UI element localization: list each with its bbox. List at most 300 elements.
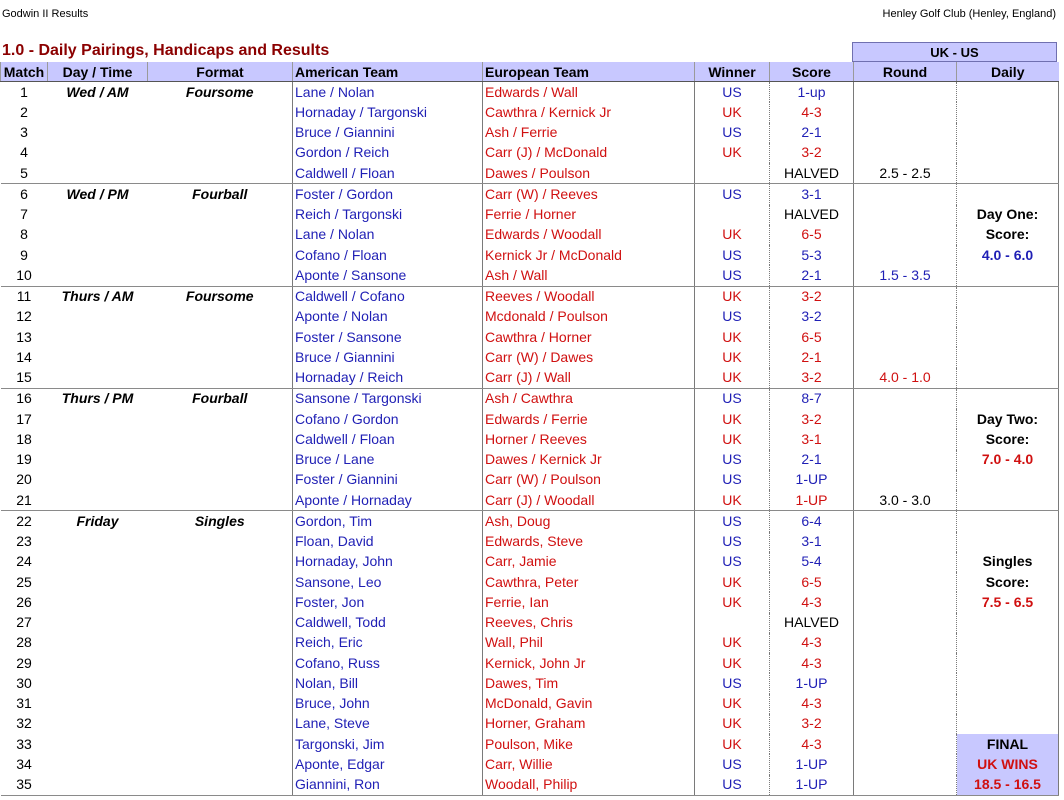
daily-score-cell [957, 102, 1059, 122]
day-cell: Friday [76, 512, 119, 529]
col-american: American Team [293, 62, 483, 82]
format-cell [148, 673, 293, 693]
round-score-cell [854, 592, 957, 612]
round-score-cell [854, 123, 957, 143]
day-cell [48, 450, 148, 470]
score-cell: 2-1 [770, 123, 854, 143]
american-team-cell: Nolan, Bill [293, 673, 483, 693]
day-cell [48, 163, 148, 184]
score-cell: 6-5 [770, 572, 854, 592]
day-cell [48, 327, 148, 347]
format-cell [148, 633, 293, 653]
day-cell [48, 694, 148, 714]
score-cell: 3-2 [770, 368, 854, 389]
winner-cell: US [695, 532, 770, 552]
match-cell: 30 [16, 674, 32, 691]
score-cell: 1-UP [770, 470, 854, 490]
round-score-cell: 4.0 - 1.0 [854, 368, 957, 389]
european-team-cell: Dawes / Poulson [483, 163, 695, 184]
daily-score-cell: 4.0 - 6.0 [957, 245, 1059, 265]
winner-cell: US [695, 265, 770, 286]
winner-cell [695, 613, 770, 633]
winner-cell: US [695, 511, 770, 532]
american-team-cell: Hornaday / Targonski [293, 102, 483, 122]
score-cell: 3-2 [770, 409, 854, 429]
european-team-cell: Carr (J) / McDonald [483, 143, 695, 163]
winner-cell: UK [695, 653, 770, 673]
american-team-cell: Bruce / Giannini [293, 347, 483, 367]
table-row [1, 163, 1059, 184]
daily-score-cell: Score: [957, 225, 1059, 245]
american-team-cell: Caldwell / Floan [293, 163, 483, 184]
score-cell: 1-up [770, 82, 854, 103]
match-cell: 26 [16, 593, 32, 610]
american-team-cell: Floan, David [293, 532, 483, 552]
day-cell [48, 143, 148, 163]
winner-cell: UK [695, 572, 770, 592]
table-row [1, 184, 1059, 205]
format-cell [148, 123, 293, 143]
round-score-cell [854, 388, 957, 409]
winner-cell: UK [695, 714, 770, 734]
winner-cell: US [695, 388, 770, 409]
round-score-cell [854, 613, 957, 633]
winner-cell: US [695, 307, 770, 327]
european-team-cell: Reeves, Chris [483, 613, 695, 633]
format-cell [148, 490, 293, 511]
daily-score-cell [957, 613, 1059, 633]
uk-us-header: UK - US [852, 42, 1057, 62]
score-cell: 1-UP [770, 673, 854, 693]
european-team-cell: Ash / Wall [483, 265, 695, 286]
match-cell: 5 [1, 163, 48, 184]
european-team-cell: Wall, Phil [483, 633, 695, 653]
daily-score-cell: Day Two: [957, 409, 1059, 429]
score-cell: 6-5 [770, 225, 854, 245]
day-cell [48, 734, 148, 754]
american-team-cell: Gordon, Tim [293, 511, 483, 532]
daily-score-cell: Score: [957, 572, 1059, 592]
round-score-cell [854, 184, 957, 205]
european-team-cell: Edwards / Ferrie [483, 409, 695, 429]
european-team-cell: Woodall, Philip [483, 775, 695, 796]
table-row [1, 123, 1059, 143]
match-cell: 11 [16, 288, 32, 305]
score-cell: 3-1 [770, 532, 854, 552]
round-score-cell [854, 754, 957, 774]
score-cell: 6-4 [770, 511, 854, 532]
format-cell [148, 653, 293, 673]
round-score-cell [854, 327, 957, 347]
table-row [1, 327, 1059, 347]
day-cell [48, 205, 148, 225]
american-team-cell: Foster / Sansone [293, 327, 483, 347]
format-cell [148, 327, 293, 347]
match-cell: 19 [16, 451, 32, 468]
european-team-cell: Ferrie / Horner [483, 205, 695, 225]
european-team-cell: Carr (W) / Reeves [483, 184, 695, 205]
european-team-cell: Edwards / Wall [483, 82, 695, 103]
format-cell [148, 470, 293, 490]
european-team-cell: Ash / Ferrie [483, 123, 695, 143]
match-cell: 16 [16, 390, 32, 407]
round-score-cell [854, 734, 957, 754]
day-cell: Thurs / PM [61, 390, 134, 407]
american-team-cell: Foster / Gordon [293, 184, 483, 205]
round-score-cell [854, 694, 957, 714]
day-cell [48, 409, 148, 429]
american-team-cell: Reich, Eric [293, 633, 483, 653]
winner-cell: UK [695, 286, 770, 307]
american-team-cell: Sansone / Targonski [293, 388, 483, 409]
winner-cell: US [695, 673, 770, 693]
day-cell [48, 775, 148, 796]
format-cell [148, 429, 293, 449]
winner-cell: US [695, 470, 770, 490]
daily-score-cell [957, 532, 1059, 552]
match-cell: 3 [20, 124, 28, 141]
day-cell [48, 673, 148, 693]
match-cell: 28 [16, 634, 32, 651]
round-score-cell [854, 511, 957, 532]
table-row [1, 714, 1059, 734]
table-row [1, 552, 1059, 572]
table-row [1, 82, 1059, 103]
round-score-cell: 3.0 - 3.0 [854, 490, 957, 511]
table-row [1, 775, 1059, 796]
winner-cell: UK [695, 429, 770, 449]
match-cell: 31 [16, 695, 32, 712]
col-match: Match [1, 62, 48, 82]
day-cell [48, 592, 148, 612]
day-cell [48, 572, 148, 592]
day-cell [48, 429, 148, 449]
american-team-cell: Gordon / Reich [293, 143, 483, 163]
american-team-cell: Lane / Nolan [293, 225, 483, 245]
day-cell [48, 633, 148, 653]
day-cell [48, 265, 148, 286]
american-team-cell: Hornaday, John [293, 552, 483, 572]
format-cell [148, 143, 293, 163]
round-score-cell [854, 205, 957, 225]
table-row [1, 368, 1059, 389]
match-cell: 1 [20, 83, 28, 100]
format-cell [148, 754, 293, 774]
day-cell [48, 552, 148, 572]
day-cell [48, 490, 148, 511]
american-team-cell: Bruce / Lane [293, 450, 483, 470]
daily-score-cell [957, 653, 1059, 673]
table-row [1, 511, 1059, 532]
round-score-cell [854, 82, 957, 103]
winner-cell: UK [695, 368, 770, 389]
day-cell [48, 102, 148, 122]
table-row [1, 307, 1059, 327]
winner-cell: US [695, 123, 770, 143]
table-row [1, 592, 1059, 612]
score-cell: 2-1 [770, 450, 854, 470]
american-team-cell: Caldwell / Floan [293, 429, 483, 449]
format-cell [148, 347, 293, 367]
venue: Henley Golf Club (Henley, England) [882, 8, 1056, 20]
format-cell [148, 734, 293, 754]
score-cell: 5-3 [770, 245, 854, 265]
day-cell [48, 225, 148, 245]
score-cell: 6-5 [770, 327, 854, 347]
daily-score-cell [957, 123, 1059, 143]
round-score-cell [854, 307, 957, 327]
round-score-cell [854, 225, 957, 245]
format-cell [148, 572, 293, 592]
winner-cell: US [695, 82, 770, 103]
format-cell [148, 694, 293, 714]
daily-score-cell [957, 184, 1059, 205]
score-cell: 8-7 [770, 388, 854, 409]
daily-score-cell: 18.5 - 16.5 [957, 775, 1059, 796]
score-cell: 5-4 [770, 552, 854, 572]
results-table [0, 62, 1059, 796]
european-team-cell: Carr, Jamie [483, 552, 695, 572]
format-cell [148, 714, 293, 734]
european-team-cell: Kernick Jr / McDonald [483, 245, 695, 265]
winner-cell: UK [695, 143, 770, 163]
table-row [1, 532, 1059, 552]
round-score-cell: 1.5 - 3.5 [854, 265, 957, 286]
format-cell [148, 265, 293, 286]
american-team-cell: Aponte / Nolan [293, 307, 483, 327]
winner-cell: US [695, 245, 770, 265]
daily-score-cell [957, 673, 1059, 693]
format-cell [148, 205, 293, 225]
european-team-cell: Horner, Graham [483, 714, 695, 734]
day-cell [48, 245, 148, 265]
score-cell: 3-2 [770, 143, 854, 163]
col-daily: Daily [957, 62, 1059, 82]
format-cell: Fourball [192, 390, 248, 407]
match-cell: 33 [16, 735, 32, 752]
round-score-cell [854, 775, 957, 796]
table-row [1, 673, 1059, 693]
match-cell: 6 [20, 185, 28, 202]
american-team-cell: Lane, Steve [293, 714, 483, 734]
european-team-cell: Ferrie, Ian [483, 592, 695, 612]
format-cell: Foursome [185, 83, 254, 100]
daily-score-cell [957, 286, 1059, 307]
round-score-cell [854, 470, 957, 490]
match-cell: 34 [16, 755, 32, 772]
daily-score-cell: FINAL [957, 734, 1059, 754]
match-cell: 12 [16, 308, 32, 325]
round-score-cell: 2.5 - 2.5 [854, 163, 957, 184]
european-team-cell: Poulson, Mike [483, 734, 695, 754]
format-cell [148, 368, 293, 389]
european-team-cell: Carr (W) / Poulson [483, 470, 695, 490]
daily-score-cell [957, 633, 1059, 653]
american-team-cell: Bruce / Giannini [293, 123, 483, 143]
format-cell [148, 775, 293, 796]
daily-score-cell: Singles [957, 552, 1059, 572]
day-cell [48, 123, 148, 143]
header-row [1, 62, 1059, 82]
daily-score-cell [957, 511, 1059, 532]
american-team-cell: Aponte / Sansone [293, 265, 483, 286]
score-cell: 4-3 [770, 592, 854, 612]
daily-score-cell [957, 490, 1059, 511]
format-cell [148, 307, 293, 327]
daily-score-cell [957, 694, 1059, 714]
col-european: European Team [483, 62, 695, 82]
round-score-cell [854, 409, 957, 429]
match-cell: 8 [20, 226, 28, 243]
daily-score-cell: 7.0 - 4.0 [957, 450, 1059, 470]
daily-score-cell [957, 265, 1059, 286]
format-cell [148, 102, 293, 122]
score-cell: 1-UP [770, 490, 854, 511]
american-team-cell: Hornaday / Reich [293, 368, 483, 389]
american-team-cell: Reich / Targonski [293, 205, 483, 225]
european-team-cell: Edwards, Steve [483, 532, 695, 552]
round-score-cell [854, 347, 957, 367]
score-cell: HALVED [770, 205, 854, 225]
format-cell [148, 613, 293, 633]
format-cell [148, 225, 293, 245]
daily-score-cell [957, 143, 1059, 163]
table-row [1, 205, 1059, 225]
american-team-cell: Lane / Nolan [293, 82, 483, 103]
table-row [1, 388, 1059, 409]
winner-cell: US [695, 184, 770, 205]
match-cell: 15 [1, 368, 48, 389]
american-team-cell: Cofano / Floan [293, 245, 483, 265]
european-team-cell: McDonald, Gavin [483, 694, 695, 714]
score-cell: 3-2 [770, 307, 854, 327]
table-row [1, 450, 1059, 470]
match-cell: 23 [16, 533, 32, 550]
format-cell [148, 552, 293, 572]
american-team-cell: Foster, Jon [293, 592, 483, 612]
match-cell: 35 [1, 775, 48, 796]
format-cell: Singles [194, 512, 245, 529]
round-score-cell [854, 102, 957, 122]
match-cell: 32 [16, 715, 32, 732]
round-score-cell [854, 245, 957, 265]
european-team-cell: Carr (J) / Wall [483, 368, 695, 389]
winner-cell: UK [695, 734, 770, 754]
american-team-cell: Sansone, Leo [293, 572, 483, 592]
winner-cell: UK [695, 490, 770, 511]
score-cell: HALVED [770, 163, 854, 184]
day-cell [48, 347, 148, 367]
match-cell: 10 [1, 265, 48, 286]
american-team-cell: Targonski, Jim [293, 734, 483, 754]
score-cell: 2-1 [770, 347, 854, 367]
winner-cell: UK [695, 347, 770, 367]
format-cell [148, 532, 293, 552]
table-row [1, 490, 1059, 511]
european-team-cell: Cawthra, Peter [483, 572, 695, 592]
daily-score-cell: Day One: [957, 205, 1059, 225]
european-team-cell: Dawes / Kernick Jr [483, 450, 695, 470]
day-cell [48, 470, 148, 490]
match-cell: 21 [1, 490, 48, 511]
table-row [1, 734, 1059, 754]
score-cell: 3-2 [770, 286, 854, 307]
round-score-cell [854, 572, 957, 592]
match-cell: 18 [16, 430, 32, 447]
day-cell [48, 714, 148, 734]
score-cell: 4-3 [770, 102, 854, 122]
round-score-cell [854, 673, 957, 693]
american-team-cell: Bruce, John [293, 694, 483, 714]
winner-cell: UK [695, 102, 770, 122]
format-cell [148, 163, 293, 184]
report-name: Godwin II Results [2, 8, 89, 20]
score-cell: 3-1 [770, 184, 854, 205]
table-row [1, 653, 1059, 673]
day-cell [48, 368, 148, 389]
winner-cell [695, 205, 770, 225]
table-row [1, 633, 1059, 653]
daily-score-cell [957, 307, 1059, 327]
day-cell [48, 307, 148, 327]
day-cell: Wed / AM [66, 83, 129, 100]
winner-cell: UK [695, 694, 770, 714]
score-cell: 4-3 [770, 694, 854, 714]
winner-cell: US [695, 775, 770, 796]
table-row [1, 470, 1059, 490]
round-score-cell [854, 429, 957, 449]
round-score-cell [854, 450, 957, 470]
table-row [1, 613, 1059, 633]
match-cell: 22 [16, 512, 32, 529]
day-cell [48, 754, 148, 774]
winner-cell [695, 163, 770, 184]
col-format: Format [148, 62, 293, 82]
table-row [1, 347, 1059, 367]
day-cell [48, 532, 148, 552]
match-cell: 9 [20, 246, 28, 263]
european-team-cell: Carr, Willie [483, 754, 695, 774]
daily-score-cell [957, 347, 1059, 367]
american-team-cell: Aponte / Hornaday [293, 490, 483, 511]
match-cell: 13 [16, 328, 32, 345]
match-cell: 17 [16, 410, 32, 427]
round-score-cell [854, 286, 957, 307]
winner-cell: US [695, 450, 770, 470]
score-cell: 4-3 [770, 633, 854, 653]
daily-score-cell [957, 368, 1059, 389]
daily-score-cell [957, 163, 1059, 184]
score-cell: HALVED [770, 613, 854, 633]
score-cell: 1-UP [770, 775, 854, 796]
match-cell: 2 [20, 103, 28, 120]
daily-score-cell [957, 714, 1059, 734]
american-team-cell: Giannini, Ron [293, 775, 483, 796]
table-row [1, 265, 1059, 286]
winner-cell: UK [695, 225, 770, 245]
match-cell: 14 [16, 348, 32, 365]
table-row [1, 572, 1059, 592]
round-score-cell [854, 633, 957, 653]
european-team-cell: Dawes, Tim [483, 673, 695, 693]
day-cell [48, 613, 148, 633]
table-row [1, 409, 1059, 429]
day-cell [48, 653, 148, 673]
winner-cell: UK [695, 327, 770, 347]
european-team-cell: Mcdonald / Poulson [483, 307, 695, 327]
table-row [1, 754, 1059, 774]
european-team-cell: Kernick, John Jr [483, 653, 695, 673]
